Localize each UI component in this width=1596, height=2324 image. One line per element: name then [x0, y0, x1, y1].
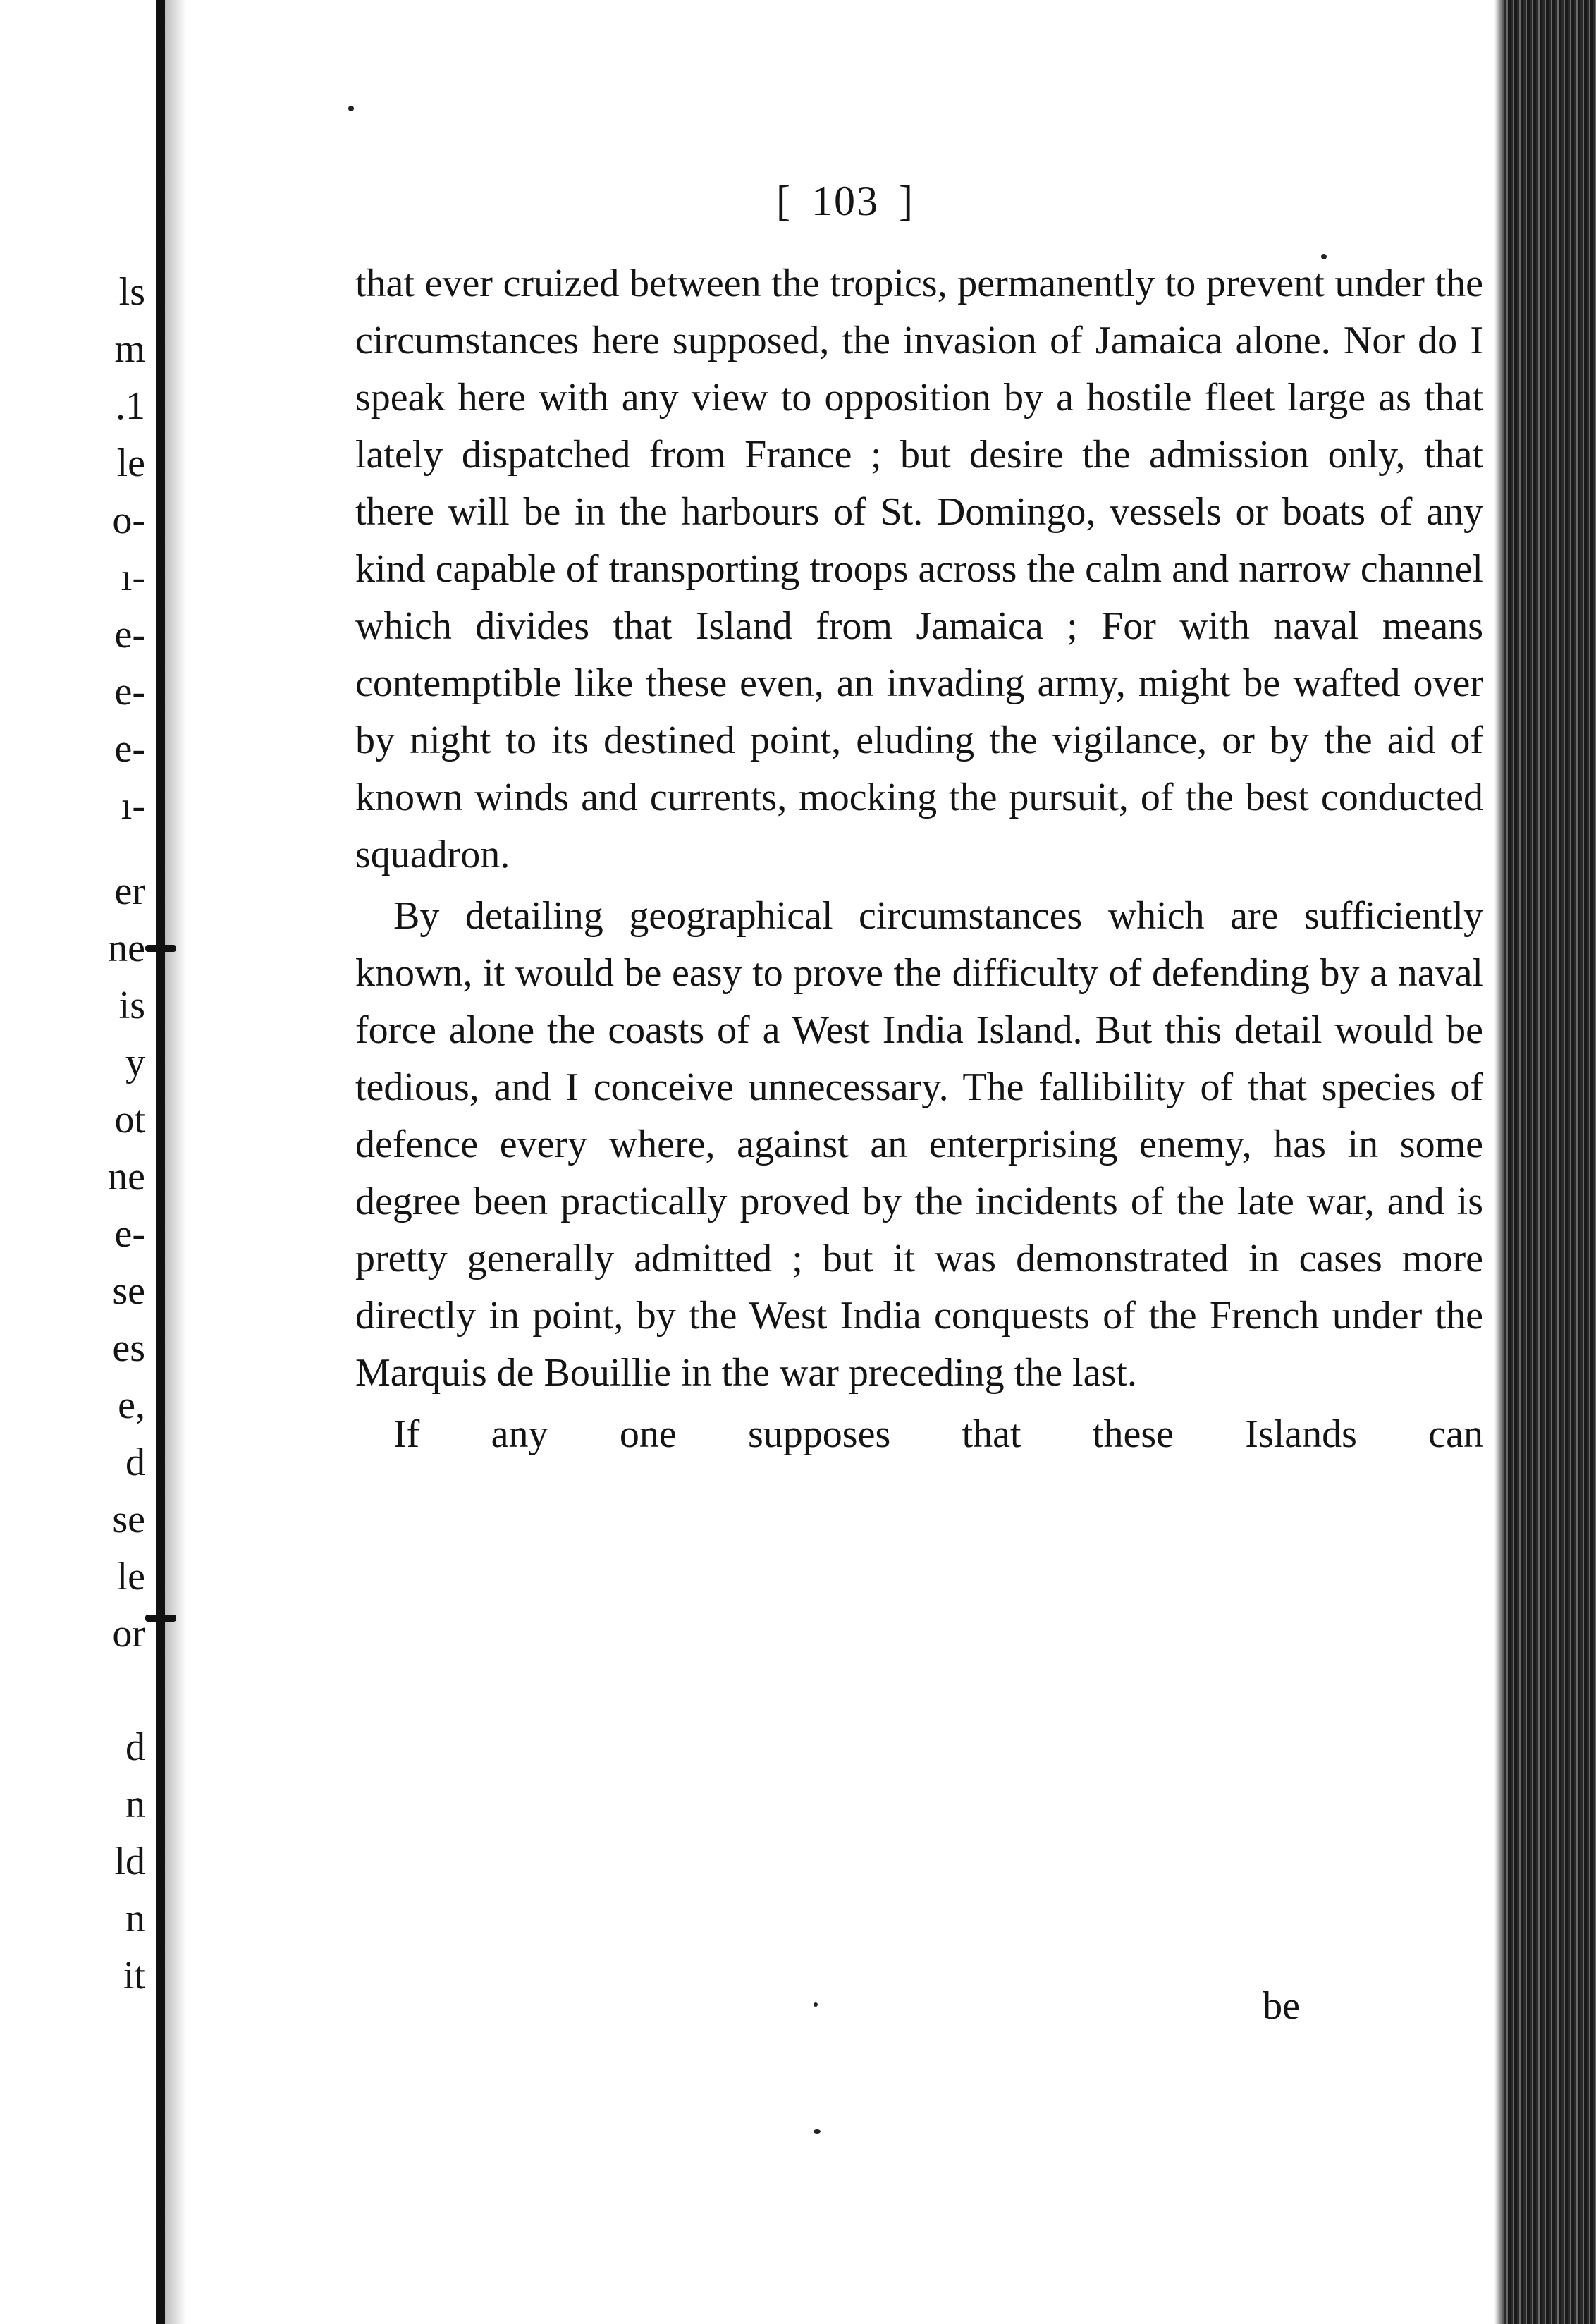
left-page-fragment: ı-: [121, 784, 145, 828]
ink-speck: [814, 2002, 818, 2007]
left-page-fragment: se: [112, 1269, 145, 1313]
book-page-edges: [1504, 0, 1596, 2324]
page-header: [186, 176, 1504, 226]
left-page-fragment: .1: [116, 384, 145, 428]
left-page-fragment: o-: [112, 499, 145, 542]
left-page-fragment: or: [112, 1612, 145, 1656]
header-left-bracket: [: [776, 178, 792, 224]
left-page-fragment: n: [125, 1782, 145, 1826]
left-page-fragment: y: [125, 1041, 145, 1084]
page-edge-shadow: [1494, 0, 1504, 2324]
body-text: [355, 255, 1483, 1463]
book-gutter: [156, 0, 165, 2324]
header-right-bracket: ]: [899, 178, 914, 224]
ink-speck: [348, 106, 354, 111]
ink-speck: [814, 2129, 821, 2134]
left-page-fragment: se: [112, 1498, 145, 1541]
left-page-fragment: ls: [118, 270, 145, 314]
left-page-fragment: le: [116, 1555, 145, 1598]
left-page-fragment: er: [114, 869, 145, 913]
left-page-fragment: e,: [118, 1383, 145, 1427]
paragraph: that ever cruized between the tropics, permanently to prevent under the circumstances here supposed, the invasion of Jamaica alone. Nor do I speak here with any view to opposition by a hostile fleet large as that lately dispatched from France ; but desire the admission only, that there will be in the harbours of St. Domingo, vessels or boats of any kind capable of transporting troops across the calm and narrow channel which divides that Island from Jamaica ; For with naval means contemptible like these even, an invading army, might be wafted over by night to its destined point, eluding the vigilance, or by the aid of known winds and currents, mocking the pursuit, of the best conducted squadron.: [355, 262, 1483, 876]
gutter-mark: [145, 1615, 176, 1622]
left-page-fragment: ne: [108, 926, 145, 970]
ink-speck: [1321, 254, 1327, 259]
left-page-fragment: d: [125, 1725, 145, 1769]
left-page-fragment: e-: [114, 1212, 145, 1256]
paragraph: If any one supposes that these Islands can: [393, 1412, 1483, 1456]
left-page-fragment: e-: [114, 613, 145, 656]
gutter-shadow: [165, 0, 186, 2324]
left-page-fragment: e-: [114, 670, 145, 714]
left-page-fragment: ı-: [121, 556, 145, 599]
gutter-mark: [145, 945, 176, 952]
main-page: [186, 0, 1504, 2324]
left-page-fragment: ne: [108, 1155, 145, 1199]
left-page-fragment: es: [112, 1326, 145, 1370]
left-page-fragment: ld: [114, 1840, 145, 1883]
left-page-fragment: d: [125, 1441, 145, 1484]
left-page-fragment: m: [114, 327, 145, 371]
left-facing-page: [0, 0, 155, 2324]
catchword: be: [1263, 1984, 1300, 2028]
page-number: 103: [811, 178, 879, 224]
left-page-fragment: le: [116, 441, 145, 485]
left-page-fragment: ot: [114, 1098, 145, 1142]
left-page-fragment: is: [118, 984, 145, 1027]
left-page-fragment: it: [123, 1954, 145, 1998]
left-page-fragment: e-: [114, 727, 145, 771]
paragraph: By detailing geographical circumstances which are sufficiently known, it would be easy to prove the difficulty of defending by a naval force alone the coasts of a West India Island. But this detail would be tedious, and I conceive unnecessary. The fallibility of that species of defence every where, against an enterprising enemy, has in some degree been practically proved by the incidents of the late war, and is pretty generally admitted ; but it was demonstrated in cases more directly in point, by the West India conquests of the French under the Marquis de Bouillie in the war preceding the last.: [355, 894, 1483, 1395]
left-page-fragment: n: [125, 1897, 145, 1940]
